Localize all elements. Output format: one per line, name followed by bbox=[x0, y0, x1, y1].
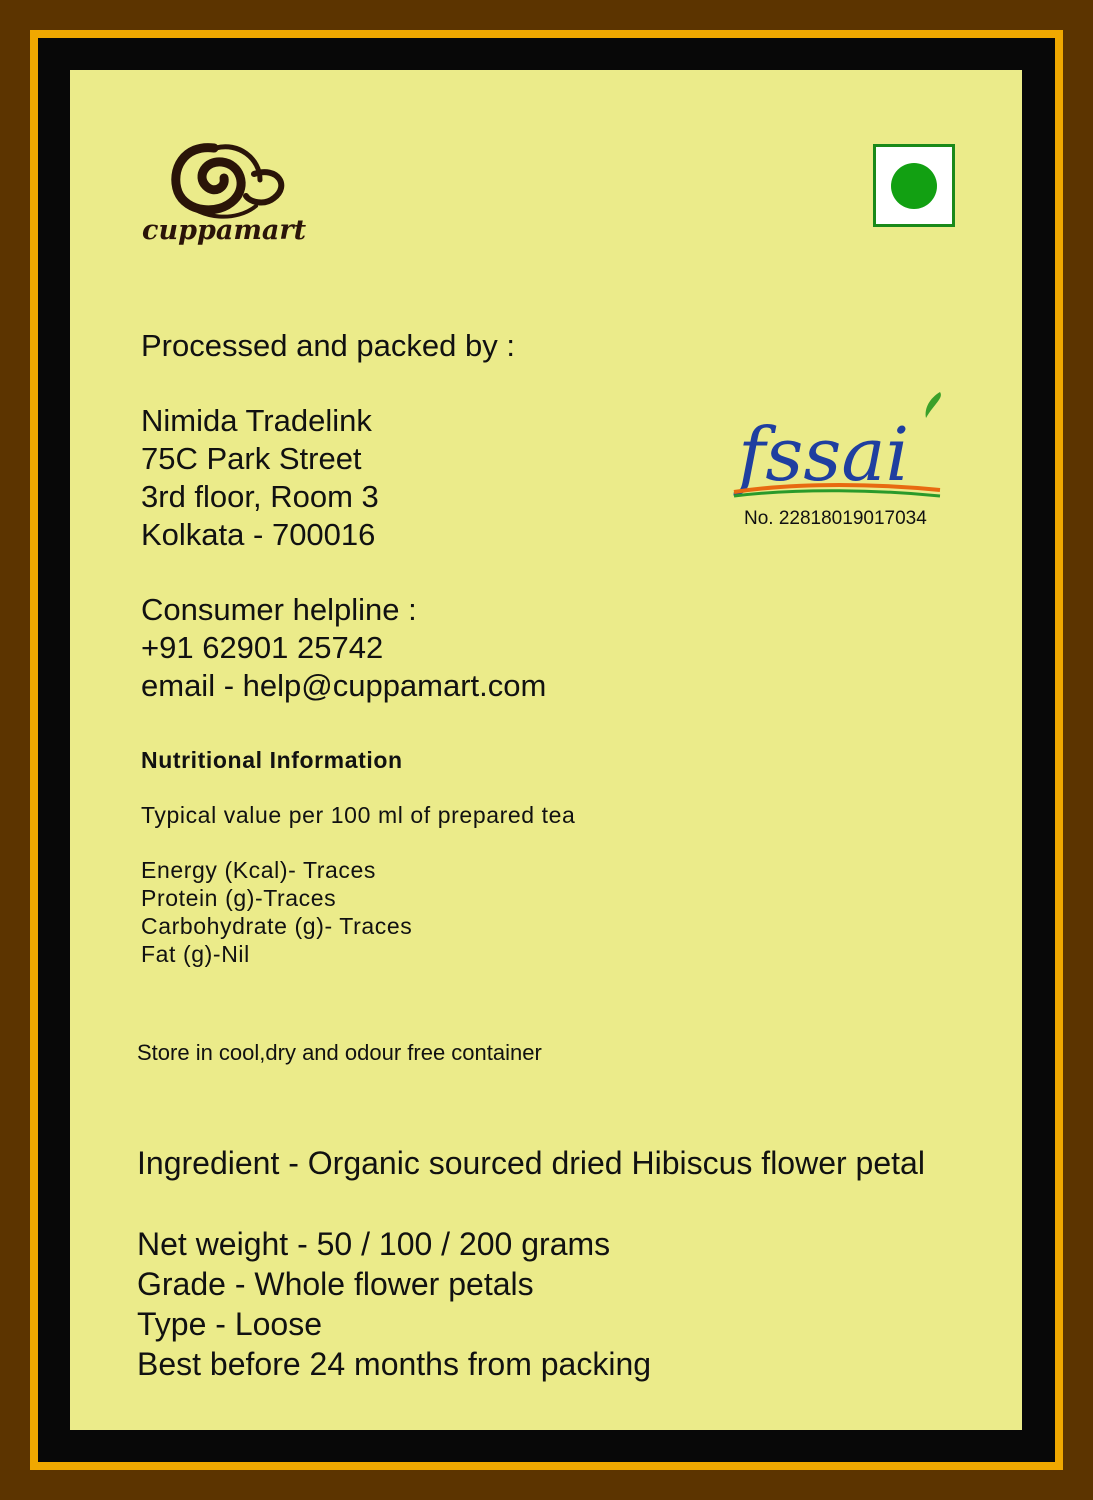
nutrition-item: Protein (g)-Traces bbox=[141, 885, 337, 911]
nutrition-item: Carbohydrate (g)- Traces bbox=[141, 913, 413, 939]
leaf-icon bbox=[926, 392, 941, 418]
veg-dot bbox=[891, 163, 937, 209]
nutrition-basis: Typical value per 100 ml of prepared tea bbox=[141, 802, 576, 828]
veg-mark-icon bbox=[873, 144, 955, 227]
grade-line: Grade - Whole flower petals bbox=[137, 1266, 534, 1302]
net-weight-line: Net weight - 50 / 100 / 200 grams bbox=[137, 1226, 611, 1262]
nutrition-heading: Nutritional Information bbox=[141, 747, 403, 773]
address-line-1: 75C Park Street bbox=[141, 441, 362, 476]
storage-instructions: Store in cool,dry and odour free container bbox=[137, 1040, 542, 1065]
fssai-license-number: No. 22818019017034 bbox=[744, 508, 927, 529]
ingredient-line: Ingredient - Organic sourced dried Hibiscus flower petal bbox=[137, 1145, 925, 1181]
helpline-email: email - help@cuppamart.com bbox=[141, 668, 547, 703]
helpline-heading: Consumer helpline : bbox=[141, 592, 417, 627]
fssai-logo-text: fssai bbox=[738, 412, 910, 498]
address-line-3: Kolkata - 700016 bbox=[141, 517, 376, 552]
cuppamart-logo bbox=[142, 140, 322, 260]
nutrition-item: Energy (Kcal)- Traces bbox=[141, 857, 376, 883]
nutrition-item: Fat (g)-Nil bbox=[141, 941, 250, 967]
address-line-2: 3rd floor, Room 3 bbox=[141, 479, 379, 514]
helpline-phone: +91 62901 25742 bbox=[141, 630, 384, 665]
brand-name: cuppamart bbox=[142, 215, 307, 246]
company-name: Nimida Tradelink bbox=[141, 403, 372, 438]
type-line: Type - Loose bbox=[137, 1306, 322, 1342]
packed-by-heading: Processed and packed by : bbox=[141, 328, 515, 363]
best-before-line: Best before 24 months from packing bbox=[137, 1346, 652, 1382]
